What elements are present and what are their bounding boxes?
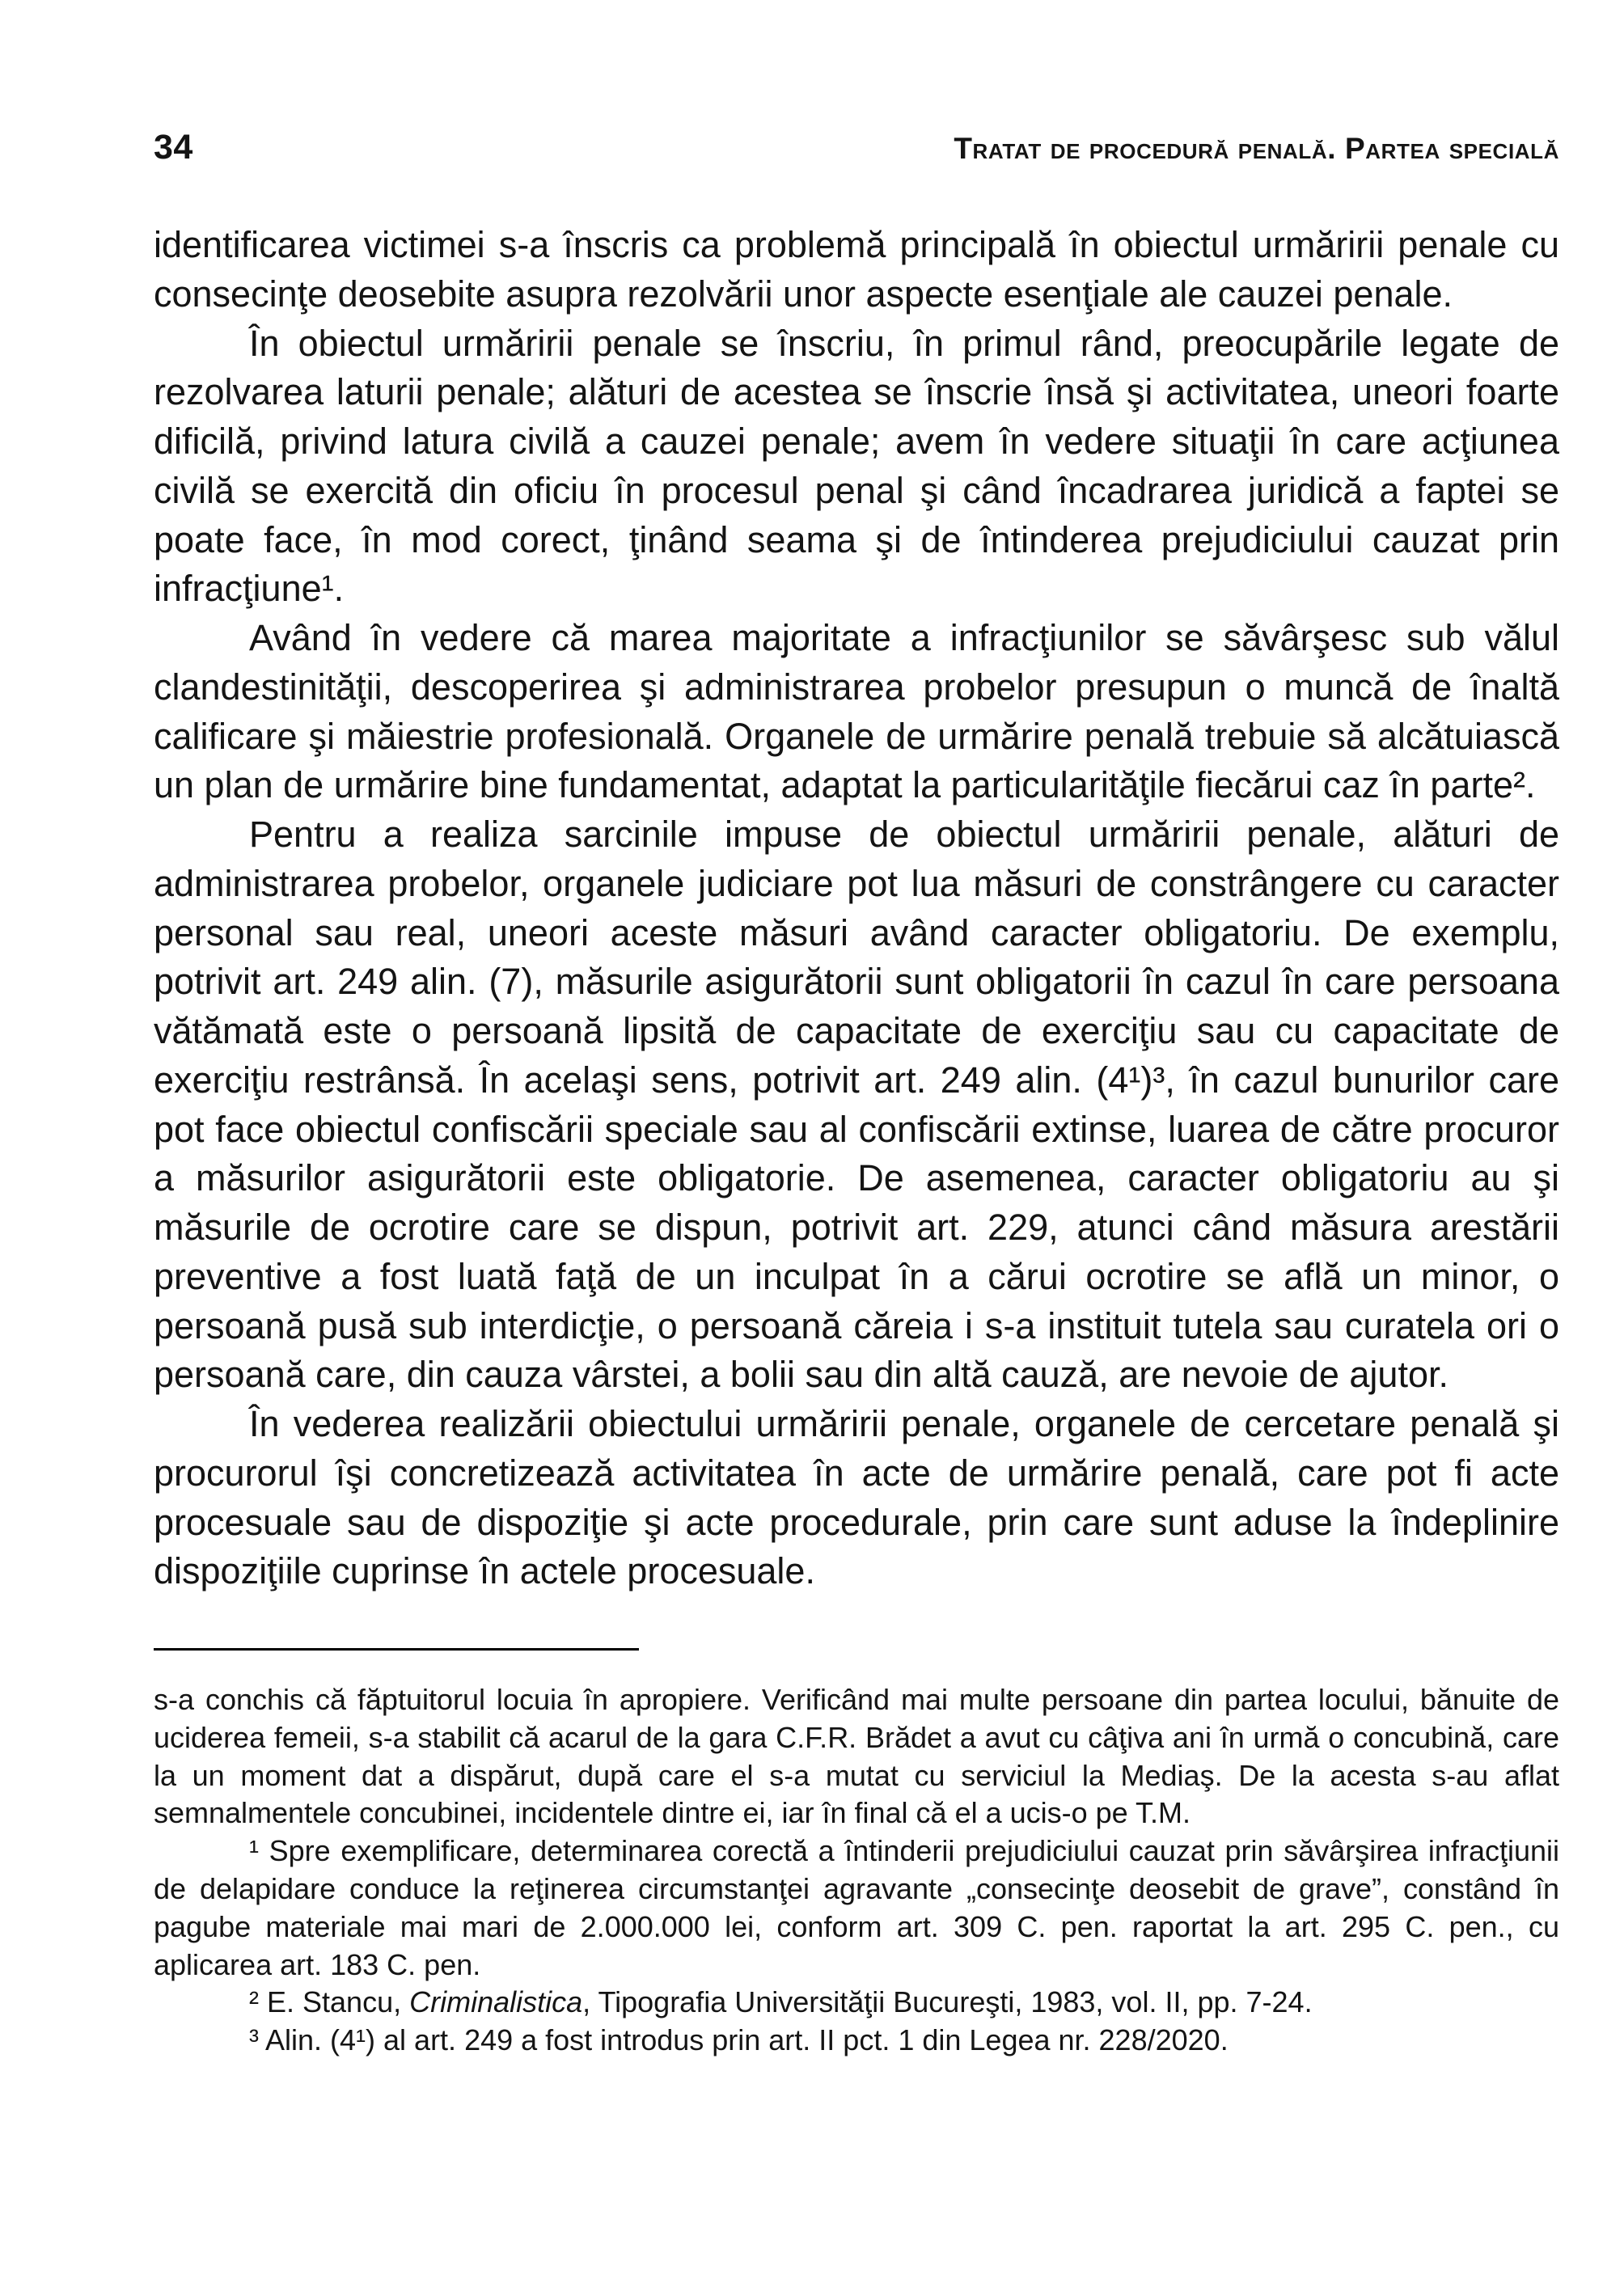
- main-text-block: [154, 221, 1559, 1596]
- footnote-2-text-post: , Tipografia Universităţii Bucureşti, 1983, vol. II, pp. 7-24.: [582, 1985, 1313, 2019]
- footnote-2-text-pre: ² E. Stancu,: [249, 1985, 410, 2019]
- page-number: 34: [154, 128, 193, 167]
- footnote-continuation: s-a conchis că făptuitorul locuia în apropiere. Verificând mai multe persoane din partea locului, bănuite de uciderea femeii, s-a stabilit că acarul de la gara C.F.R. Brădet a avut cu câţiva ani în urmă o concubină, care la un moment dat a dispărut, după care el s-a mutat cu serviciul la Mediaş. De la acesta s-au aflat semnalmentele concubinei, incidentele dintre ei, iar în final că el a ucis-o pe T.M.: [154, 1683, 1559, 1830]
- footnotes-section: [154, 1648, 1559, 2060]
- footnote-1: ¹ Spre exemplificare, determinarea corectă a întinderii prejudiciului cauzat prin săvârşirea infracţiunii de delapidare conduce la reţinerea circumstanţei agravante „consecinţe deosebit de grave”, constând în pagube materiale mai mari de 2.000.000 lei, conform art. 309 C. pen. raportat la art. 295 C. pen., cu aplicarea art. 183 C. pen.: [154, 1834, 1559, 1981]
- running-title: Tratat de procedură penală. Partea specială: [954, 132, 1559, 165]
- footnote-2: [154, 1984, 1559, 2022]
- body-paragraph-3: Având în vedere că marea majoritate a infracţiunilor se săvârşesc sub vălul clandestinităţii, descoperirea şi administrarea probelor presupun o muncă de înaltă calificare şi măiestrie profesională. Organele de urmărire penală trebuie să alcătuiască un plan de urmărire bine fundamentat, adaptat la particularităţile fiecărui caz în parte².: [154, 617, 1559, 806]
- footnote-2-work-title: Criminalistica: [409, 1985, 583, 2019]
- footnote-separator-rule: [154, 1648, 639, 1651]
- running-header: [154, 128, 1559, 167]
- footnote-3: ³ Alin. (4¹) al art. 249 a fost introdus prin art. II pct. 1 din Legea nr. 228/2020.: [249, 2023, 1229, 2057]
- body-paragraph-1: identificarea victimei s-a înscris ca problemă principală în obiectul urmăririi penale cu consecinţe deosebite asupra rezolvării unor aspecte esenţiale ale cauzei penale.: [154, 224, 1559, 315]
- body-paragraph-4: Pentru a realiza sarcinile impuse de obiectul urmăririi penale, alături de administrarea probelor, organele judiciare pot lua măsuri de constrângere cu caracter personal sau real, uneori aceste măsuri având caracter obligatoriu. De exemplu, potrivit art. 249 alin. (7), măsurile asigurătorii sunt obligatorii în cazul în care persoana vătămată este o persoană lipsită de capacitate de exerciţiu sau cu capacitate de exerciţiu restrânsă. În acelaşi sens, potrivit art. 249 alin. (4¹)³, în cazul bunurilor care pot face obiectul confiscării speciale sau al confiscării extinse, luarea de către procuror a măsurilor asigurătorii este obligatorie. De asemenea, caracter obligatoriu au şi măsurile de ocrotire care se dispun, potrivit art. 229, atunci când măsura arestării preventive a fost luată faţă de un inculpat în a cărui ocrotire se află un minor, o persoană pusă sub interdicţie, o persoană căreia i s-a instituit tutela sau curatela ori o persoană care, din cauza vârstei, a bolii sau din altă cauză, are nevoie de ajutor.: [154, 814, 1559, 1396]
- body-paragraph-5: În vederea realizării obiectului urmăririi penale, organele de cercetare penală şi procurorul îşi concretizează activitatea în acte de urmărire penală, care pot fi acte procesuale sau de dispoziţie şi acte procedurale, prin care sunt aduse la îndeplinire dispoziţiile cuprinse în actele procesuale.: [154, 1403, 1559, 1592]
- body-paragraph-2: În obiectul urmăririi penale se înscriu, în primul rând, preocupările legate de rezolvarea laturii penale; alături de acestea se înscrie însă şi activitatea, uneori foarte dificilă, privind latura civilă a cauzei penale; avem în vedere situaţii în care acţiunea civilă se exercită din oficiu în procesul penal şi când încadrarea juridică a faptei se poate face, în mod corect, ţinând seama şi de întinderea prejudiciului cauzat prin infracţiune¹.: [154, 322, 1559, 610]
